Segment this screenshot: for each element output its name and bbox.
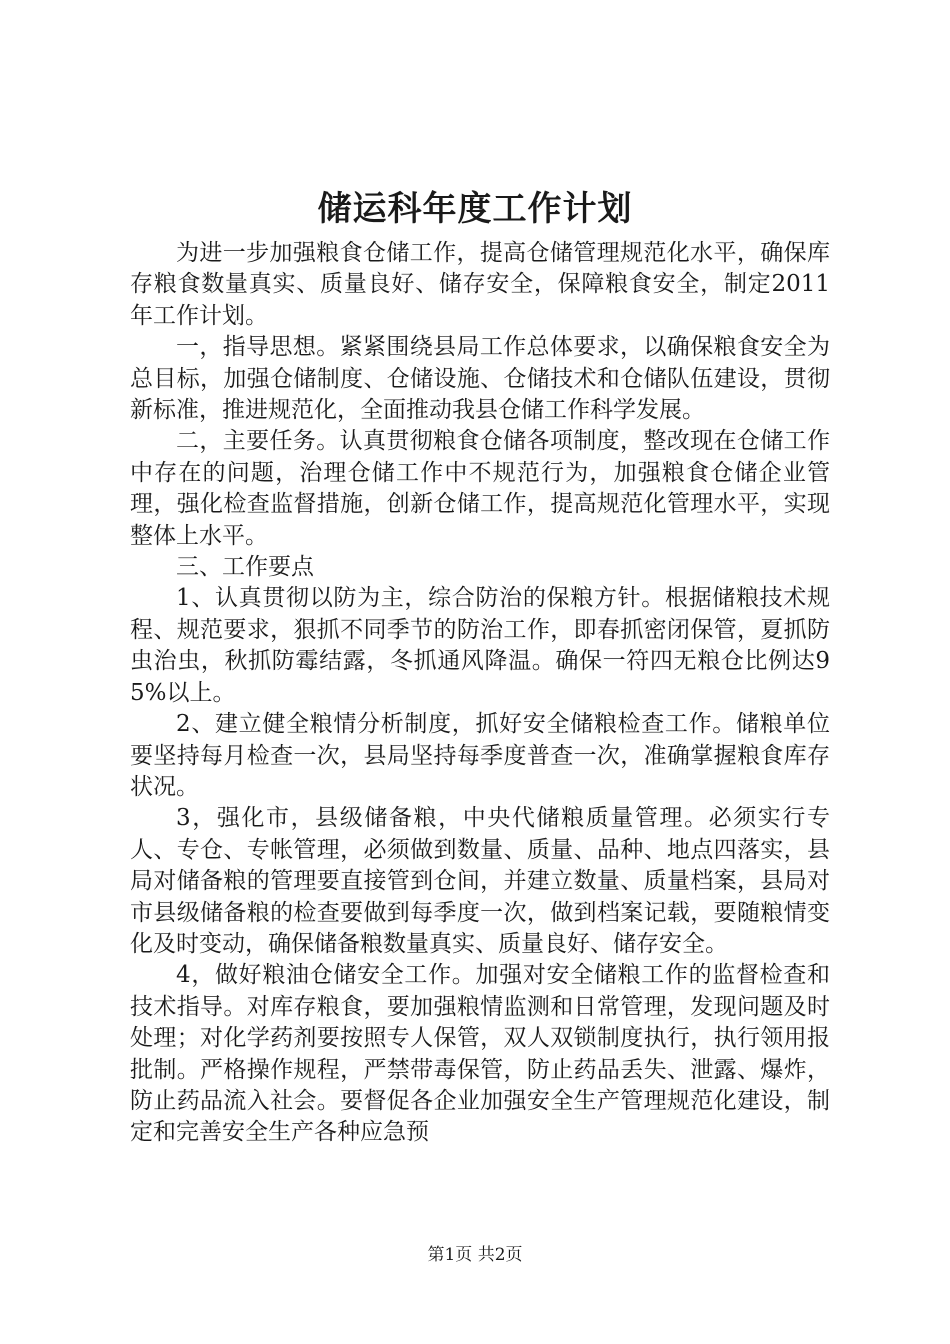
document-title: 储运科年度工作计划 [317,189,633,229]
paragraph-point-4: 4，做好粮油仓储安全工作。加强对安全储粮工作的监督检查和技术指导。对库存粮食，要加强粮情监测和日常管理，发现问题及时处理；对化学药剂要按照专人保管，双人双锁制度执行，执行领用报批制。严格操作规程，严禁带毒保管，防止药品丢失、泄露、爆炸，防止药品流入社会。要督促各企业加强安全生产管理规范化建设，制定和完善安全生产各种应急预 [130,962,830,1146]
paragraph-intro: 为进一步加强粮食仓储工作，提高仓储管理规范化水平，确保库存粮食数量真实、质量良好、储存安全，保障粮食安全，制定2011年工作计划。 [130,240,830,329]
paragraph-guiding-ideology: 一，指导思想。紧紧围绕县局工作总体要求，以确保粮食安全为总目标，加强仓储制度、仓储设施、仓储技术和仓储队伍建设，贯彻新标准，推进规范化，全面推动我县仓储工作科学发展。 [130,334,830,424]
page-footer: 第1页 共2页 [427,1245,523,1265]
section-heading-work-points: 三、工作要点 [176,554,314,581]
paragraph-point-1: 1、认真贯彻以防为主，综合防治的保粮方针。根据储粮技术规程、规范要求，狠抓不同季节的防治工作，即春抓密闭保管，夏抓防虫治虫，秋抓防霉结露，冬抓通风降温。确保一符四无粮仓比例达95%以上。 [130,585,830,706]
document-body [130,238,830,1149]
paragraph-point-3: 3，强化市，县级储备粮，中央代储粮质量管理。必须实行专人、专仓、专帐管理，必须做到数量、质量、品种、地点四落实，县局对储备粮的管理要直接管到仓间，并建立数量、质量档案，县局对市县级储备粮的检查要做到每季度一次，做到档案记载，要随粮情变化及时变动，确保储备粮数量真实、质量良好、储存安全。 [130,805,830,957]
paragraph-main-tasks: 二，主要任务。认真贯彻粮食仓储各项制度，整改现在仓储工作中存在的问题，治理仓储工作中不规范行为，加强粮食仓储企业管理，强化检查监督措施，创新仓储工作，提高规范化管理水平，实现整体上水平。 [130,428,830,549]
paragraph-point-2: 2、建立健全粮情分析制度，抓好安全储粮检查工作。储粮单位要坚持每月检查一次，县局坚持每季度普查一次，准确掌握粮食库存状况。 [130,711,830,800]
